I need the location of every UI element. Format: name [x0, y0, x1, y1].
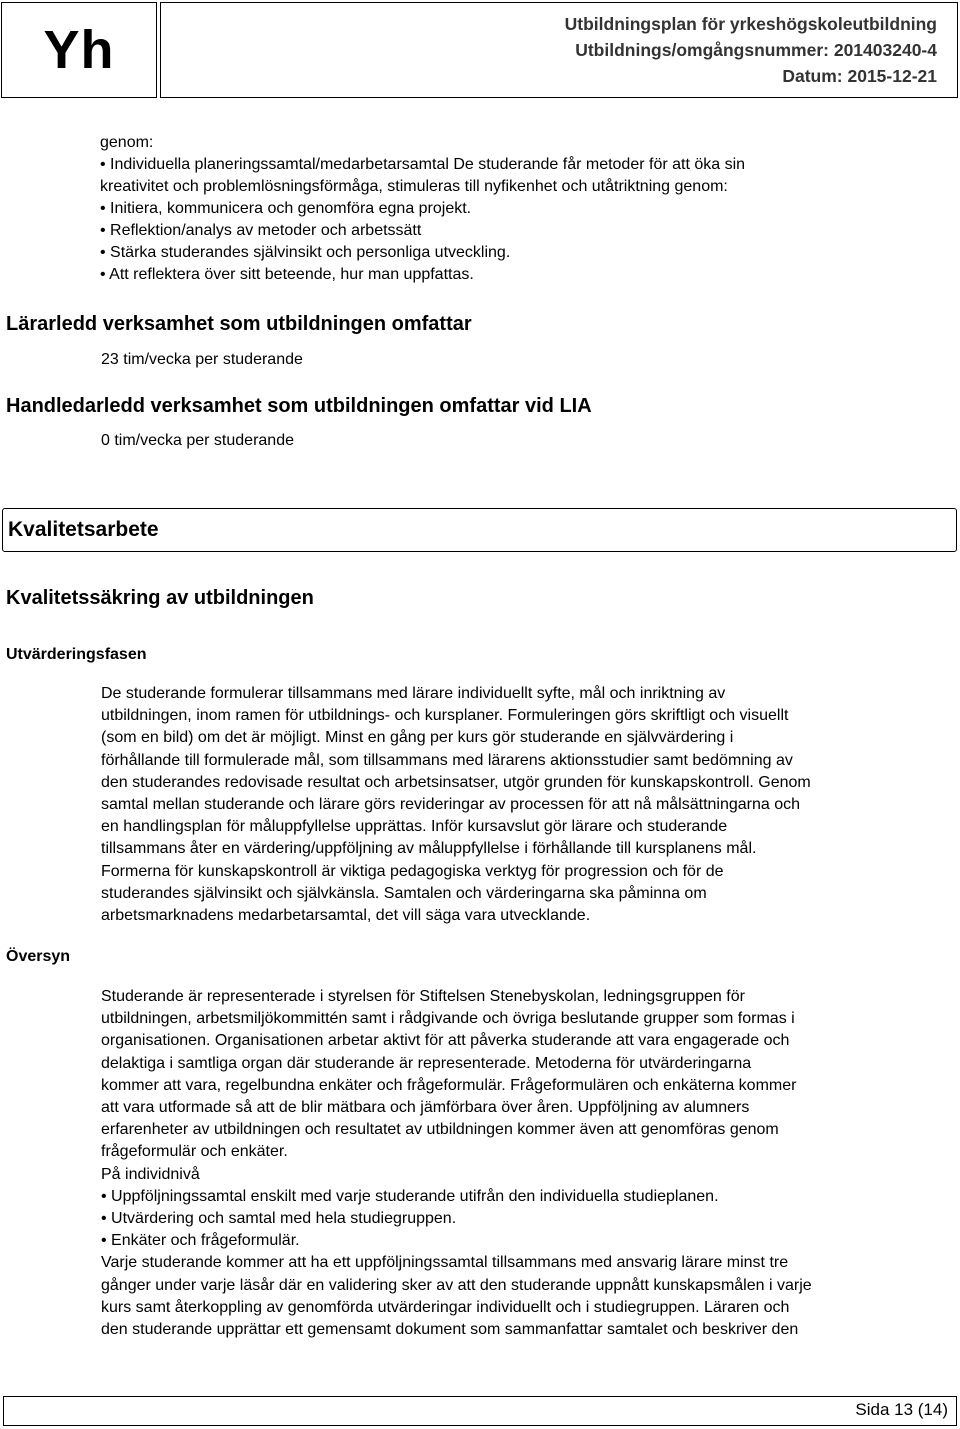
intro-list	[100, 132, 745, 286]
overview-line: frågeformulär och enkäter.	[101, 1143, 288, 1161]
overview-line: att vara utformade så att de blir mätbara och jämförbara över åren. Uppföljning av alumners	[101, 1099, 750, 1117]
intro-line: • Reflektion/analys av metoder och arbetssätt	[100, 222, 422, 239]
logo-box	[1, 2, 157, 98]
page-number: Sida 13 (14)	[855, 1400, 948, 1419]
logo: Yh	[43, 20, 115, 80]
evaluation-line: förhållande till formulerade mål, som tillsammans med lärarens aktionsstudier samt bedömning av	[101, 751, 793, 769]
evaluation-line: den studerandes redovisade resultat och arbetsinsatser, utgör grunden för kunskapskontroll. Genom	[101, 773, 811, 791]
evaluation-line: Formerna för kunskapskontroll är viktiga pedagogiska verktyg för progression och för de	[101, 862, 724, 880]
overview-line: • Uppföljningssamtal enskilt med varje studerande utifrån den individuella studieplanen.	[101, 1187, 719, 1205]
intro-line: • Individuella planeringssamtal/medarbetarsamtal De studerande får metoder för att öka sin	[100, 156, 746, 173]
teacher-led-hours: 23 tim/vecka per studerande	[101, 351, 303, 368]
overview-line: • Enkäter och frågeformulär.	[101, 1232, 300, 1250]
overview-line: utbildningen, arbetsmiljökommittén samt i rådgivande och övriga beslutande grupper som formas i	[101, 1010, 795, 1028]
document-title: Utbildningsplan för yrkeshögskoleutbildning	[564, 14, 937, 34]
overview-line: Studerande är representerade i styrelsen för Stiftelsen Stenebyskolan, ledningsgruppen för	[101, 988, 745, 1005]
overview-line: Varje studerande kommer att ha ett uppföljningssamtal tillsammans med ansvarig lärare minst tre	[101, 1254, 789, 1272]
section-header	[2, 508, 957, 552]
evaluation-line: en handlingsplan för måluppfyllelse upprättas. Inför kursavslut gör lärare och studerande	[101, 818, 728, 836]
intro-line: • Att reflektera över sitt beteende, hur man uppfattas.	[100, 266, 474, 283]
overview-line: delaktiga i samtliga organ där studerande är representerade. Metoderna för utvärderingarna	[101, 1054, 752, 1072]
teacher-led-heading: Lärarledd verksamhet som utbildningen omfattar	[6, 313, 472, 335]
document-date: Datum: 2015-12-21	[782, 66, 937, 86]
intro-line: genom:	[100, 134, 154, 151]
page-footer	[3, 1396, 957, 1426]
evaluation-line: studerandes självinsikt och självkänsla. Samtalen och värderingarna ska påminna om	[101, 884, 707, 902]
evaluation-line: De studerande formulerar tillsammans med lärare individuellt syfte, mål och inriktning av	[101, 685, 726, 702]
intro-line: kreativitet och problemlösningsförmåga, stimuleras till nyfikenhet och utåtriktning genom:	[100, 178, 728, 195]
overview-line: På individnivå	[101, 1165, 200, 1183]
evaluation-text	[101, 683, 811, 927]
overview-label: Översyn	[6, 948, 71, 965]
supervisor-led-heading: Handledarledd verksamhet som utbildningen omfattar vid LIA	[6, 395, 592, 417]
overview-line: kurs samt återkoppling av genomförda utvärderingar individuellt och i studiegruppen. Läraren och	[101, 1298, 790, 1316]
quality-heading: Kvalitetssäkring av utbildningen	[6, 587, 314, 609]
document-header	[160, 2, 958, 98]
overview-line: gånger under varje läsår där en validering sker av att den studerande uppnått kunskapsmålen i varje	[101, 1276, 812, 1294]
evaluation-line: arbetsmarknadens medarbetarsamtal, det vill säga vara utvecklande.	[101, 907, 591, 925]
document-number: Utbildnings/omgångsnummer: 201403240-4	[575, 40, 937, 60]
evaluation-label: Utvärderingsfasen	[6, 646, 147, 663]
intro-line: • Initiera, kommunicera och genomföra egna projekt.	[100, 200, 472, 217]
supervisor-led-hours: 0 tim/vecka per studerande	[101, 432, 294, 449]
overview-line: erfarenheter av utbildningen och resultatet av utbildningen kommer även att genomföras genom	[101, 1121, 779, 1139]
evaluation-line: utbildningen, inom ramen för utbildnings- och kursplaner. Formuleringen görs skriftligt och visuellt	[101, 707, 789, 725]
evaluation-line: (som en bild) om det är möjligt. Minst en gång per kurs gör studerande en självvärdering i	[101, 729, 734, 747]
overview-line: kommer att vara, regelbundna enkäter och frågeformulär. Frågeformulären och enkäterna kommer	[101, 1076, 797, 1094]
section-title: Kvalitetsarbete	[8, 518, 159, 541]
intro-line: • Stärka studerandes självinsikt och personliga utveckling.	[100, 244, 511, 261]
overview-line: den studerande upprättar ett gemensamt dokument som sammanfattar samtalet och beskriver den	[101, 1321, 799, 1339]
evaluation-line: tillsammans åter en värdering/uppföljning av måluppfyllelse i förhållande till kursplanens mål.	[101, 840, 757, 858]
overview-line: organisationen. Organisationen arbetar aktivt för att påverka studerande att vara engagerade och	[101, 1032, 790, 1050]
overview-line: • Utvärdering och samtal med hela studiegruppen.	[101, 1210, 457, 1228]
overview-text	[101, 986, 812, 1341]
evaluation-line: samtal mellan studerande och lärare görs revideringar av processen för att nå målsättningarna och	[101, 796, 801, 814]
